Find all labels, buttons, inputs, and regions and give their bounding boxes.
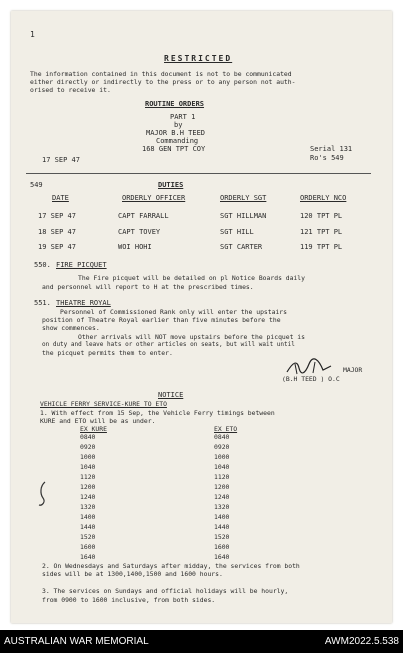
theatre-line-5: on duty and leave hats or other articles on seats, but will wait until <box>42 341 295 348</box>
notice-item2-line-2: sides will be at 1300,1400,1500 and 1600 hours. <box>42 570 223 578</box>
duties-header-sgt: ORDERLY SGT <box>220 194 267 202</box>
ferry-time-right: 1200 <box>214 483 230 491</box>
part-label: PART 1 <box>170 113 196 121</box>
ferry-time-left: 1200 <box>80 483 96 491</box>
footer-accession: AWM2022.5.538 <box>324 636 399 647</box>
intro-line-2: either directly or indirectly to the press or to any person not auth- <box>30 78 296 86</box>
duties-row-2-officer: CAPT TOVEY <box>118 228 161 236</box>
routine-orders-title: ROUTINE ORDERS <box>145 100 205 108</box>
duties-row-3-officer: WOI HOHI <box>118 243 152 251</box>
duties-row-1-date: 17 SEP 47 <box>38 212 76 220</box>
ferry-time-left: 1600 <box>80 543 96 551</box>
ferry-time-left: 0920 <box>80 443 96 451</box>
theatre-line-4: Other arrivals will NOT move upstairs before the picquet is <box>78 333 306 341</box>
ferry-time-left: 1040 <box>80 463 96 471</box>
duties-row-3-date: 19 SEP 47 <box>38 243 76 251</box>
intro-line-1: The information contained in this document is not to be communicated <box>30 70 292 78</box>
ferry-time-right: 1440 <box>214 523 230 531</box>
notice-item1-line-2: KURE and ETO will be as under. <box>40 417 156 425</box>
duties-row-2-sgt: SGT HILL <box>220 228 254 236</box>
ferry-time-left: 1120 <box>80 473 96 481</box>
duties-number: 549 <box>30 181 43 189</box>
ferry-time-right: 1240 <box>214 493 230 501</box>
duties-title: DUTIES <box>158 181 184 189</box>
notice-title: NOTICE <box>158 391 184 399</box>
footer-source: AUSTRALIAN WAR MEMORIAL <box>4 636 149 647</box>
ferry-time-left: 1440 <box>80 523 96 531</box>
notice-item3-line-1: 3. The services on Sundays and official holidays will be hourly, <box>42 587 289 595</box>
ferry-time-left: 1520 <box>80 533 96 541</box>
officer-name: MAJOR B.H TEED <box>146 129 206 137</box>
duties-header-date: DATE <box>52 194 69 202</box>
ferry-time-right: 1600 <box>214 543 230 551</box>
signature-rank: MAJOR <box>343 366 363 374</box>
theatre-line-2: position of Theatre Royal earlier than five minutes before the <box>42 316 281 324</box>
ferry-time-right: 0840 <box>214 433 230 441</box>
duties-row-1-officer: CAPT FARRALL <box>118 212 169 220</box>
order-date: 17 SEP 47 <box>42 156 80 164</box>
ferry-time-left: 1320 <box>80 503 96 511</box>
handwritten-mark <box>36 480 50 508</box>
divider <box>26 173 371 174</box>
duties-header-nco: ORDERLY NCO <box>300 194 347 202</box>
ferry-time-right: 0920 <box>214 443 230 451</box>
fire-picquet-number: 550. <box>34 261 51 269</box>
ferry-time-right: 1120 <box>214 473 230 481</box>
ferry-time-left: 0840 <box>80 433 96 441</box>
ros-number: Ro's 549 <box>310 154 344 162</box>
fire-picquet-line-1: The Fire picquet will be detailed on pl Notice Boards daily <box>78 274 306 282</box>
theatre-number: 551. <box>34 299 51 307</box>
duties-row-3-nco: 119 TPT PL <box>300 243 343 251</box>
theatre-line-3: show commences. <box>42 324 100 332</box>
ferry-time-right: 1000 <box>214 453 230 461</box>
duties-row-3-sgt: SGT CARTER <box>220 243 263 251</box>
signature-name: (B.H TEED ) O.C <box>282 375 340 383</box>
fire-picquet-title: FIRE PICQUET <box>56 261 107 269</box>
serial-number: Serial 131 <box>310 145 353 153</box>
ferry-time-right: 1640 <box>214 553 230 561</box>
fire-picquet-line-2: and personnel will report to H at the prescribed times. <box>42 283 254 291</box>
signature-image <box>285 358 333 376</box>
intro-line-3: orised to receive it. <box>30 86 111 94</box>
notice-item3-line-2: from 0900 to 1600 inclusive, from both sides. <box>42 596 216 604</box>
theatre-line-1: Personnel of Commissioned Rank only will enter the upstairs <box>60 308 288 316</box>
duties-row-1-sgt: SGT HILLMAN <box>220 212 267 220</box>
notice-subtitle: VEHICLE FERRY SERVICE-KURE TO ETO <box>40 400 167 408</box>
theatre-title: THEATRE ROYAL <box>56 299 111 307</box>
ex-eto-header: EX ETO <box>214 425 238 433</box>
ferry-time-left: 1400 <box>80 513 96 521</box>
ferry-time-right: 1400 <box>214 513 230 521</box>
theatre-line-6: the picquet permits them to enter. <box>42 349 173 357</box>
unit-name: 168 GEN TPT COY <box>142 145 206 153</box>
notice-item2-line-1: 2. On Wednesdays and Saturdays after midday, the services from both <box>42 562 300 570</box>
ex-kure-header: EX KURE <box>80 425 107 433</box>
ferry-time-left: 1000 <box>80 453 96 461</box>
ferry-time-right: 1520 <box>214 533 230 541</box>
duties-row-2-date: 18 SEP 47 <box>38 228 76 236</box>
duties-header-officer: ORDERLY OFFICER <box>122 194 186 202</box>
ferry-time-left: 1240 <box>80 493 96 501</box>
page-mark: 1 <box>30 30 35 39</box>
commanding-label: Commanding <box>156 137 199 145</box>
footer-bar <box>0 630 403 653</box>
ferry-time-right: 1040 <box>214 463 230 471</box>
by-label: by <box>174 121 183 129</box>
duties-row-1-nco: 120 TPT PL <box>300 212 343 220</box>
ferry-time-right: 1320 <box>214 503 230 511</box>
duties-row-2-nco: 121 TPT PL <box>300 228 343 236</box>
ferry-time-left: 1640 <box>80 553 96 561</box>
classification-heading: RESTRICTED <box>164 54 233 63</box>
notice-item1-line-1: 1. With effect from 15 Sep, the Vehicle Ferry timings between <box>40 409 275 417</box>
